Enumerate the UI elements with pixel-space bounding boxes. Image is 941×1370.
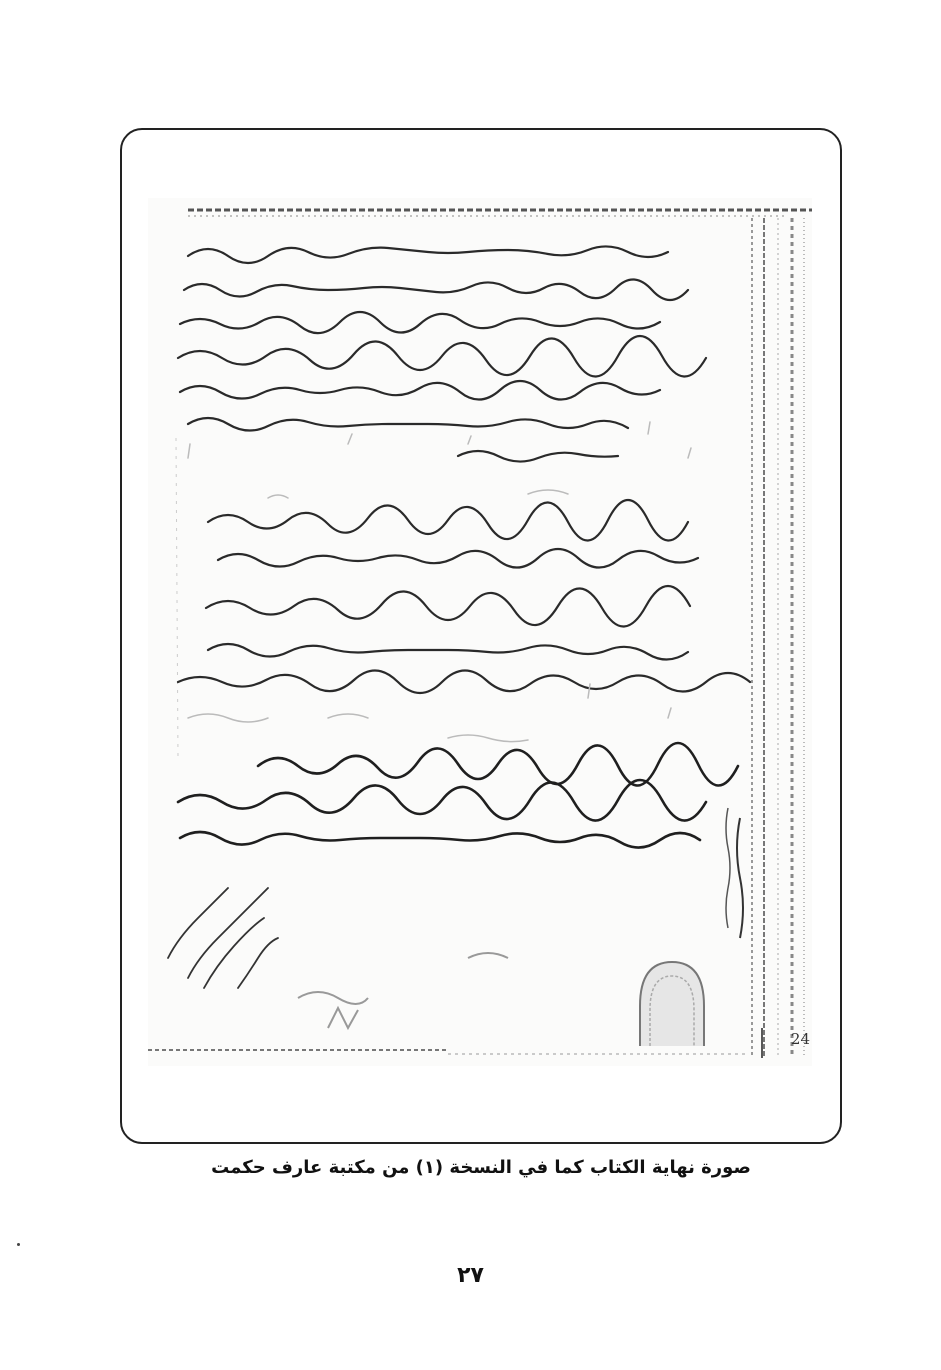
manuscript-scan bbox=[148, 198, 812, 1066]
speck-mark bbox=[17, 1243, 20, 1246]
page-number: ٢٧ bbox=[457, 1263, 484, 1288]
figure-caption: صورة نهاية الكتاب كما في النسخة (١) من مكتبة عارف حكمت bbox=[211, 1157, 751, 1178]
manuscript-handwriting bbox=[148, 198, 812, 1066]
folio-number: 24 bbox=[790, 1030, 810, 1048]
